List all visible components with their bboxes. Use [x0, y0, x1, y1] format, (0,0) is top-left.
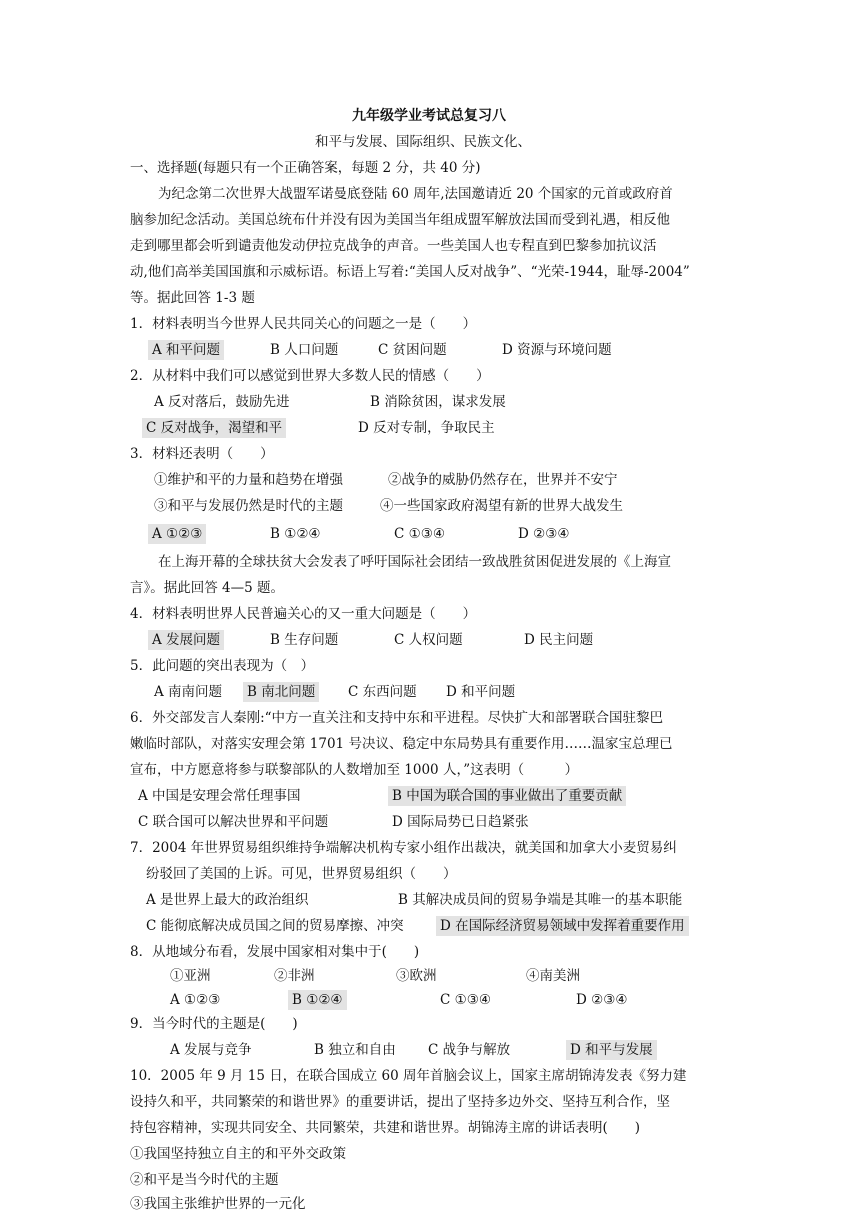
q10-statement-2: ②和平是当今时代的主题	[130, 1172, 279, 1188]
passage-line: 在上海开幕的全球扶贫大会发表了呼吁国际社会团结一致战胜贫困促进发展的《上海宣	[158, 554, 671, 570]
question-3-stem: 3．材料还表明（ ）	[130, 446, 274, 462]
q1-option-c: C 贫困问题	[378, 342, 447, 358]
q3-option-b: B ①②④	[270, 526, 321, 542]
q10-statement-3: ③我国主张维护世界的一元化	[130, 1196, 306, 1212]
q2-option-c: C 反对战争，渴望和平	[142, 418, 286, 438]
question-9-stem: 9．当今时代的主题是( )	[130, 1016, 298, 1032]
q5-option-c: C 东西问题	[348, 684, 417, 700]
q6-option-b: B 中国为联合国的事业做出了重要贡献	[388, 786, 626, 806]
q8-option-b: B ①②④	[288, 990, 347, 1010]
q8-statement-1: ①亚洲	[170, 968, 211, 984]
q9-option-a: A 发展与竞争	[170, 1042, 252, 1058]
q4-option-c: C 人权问题	[394, 632, 463, 648]
q10-statement-1: ①我国坚持独立自主的和平外交政策	[130, 1146, 346, 1162]
q5-option-b: B 南北问题	[243, 682, 319, 702]
passage-line: 等。据此回答 1-3 题	[130, 290, 255, 306]
question-5-stem: 5．此问题的突出表现为（ ）	[130, 658, 315, 674]
question-7-stem: 纷驳回了美国的上诉。可见，世界贸易组织（ ）	[146, 866, 457, 882]
question-7-stem: 7．2004 年世界贸易组织维持争端解决机构专家小组作出裁决，就美国和加拿大小麦贸易纠	[130, 840, 677, 856]
q3-statement-1: ①维护和平的力量和趋势在增强	[154, 472, 343, 488]
question-10-stem: 10．2005 年 9 月 15 日，在联合国成立 60 周年首脑会议上，国家主席胡锦涛发表《努力建	[130, 1068, 687, 1084]
passage-line: 脑参加纪念活动。美国总统布什并没有因为美国当年组成盟军解放法国而受到礼遇，相反他	[130, 212, 670, 228]
q9-option-d: D 和平与发展	[566, 1040, 657, 1060]
q3-option-d: D ②③④	[518, 526, 570, 542]
q3-statement-2: ②战争的威胁仍然存在，世界并不安宁	[388, 472, 618, 488]
passage-line: 走到哪里都会听到谴责他发动伊拉克战争的声音。一些美国人也专程直到巴黎参加抗议活	[130, 238, 657, 254]
question-1-stem: 1．材料表明当今世界人民共同关心的问题之一是（ ）	[130, 316, 477, 332]
q6-option-d: D 国际局势已日趋紧张	[392, 814, 529, 830]
q2-option-a: A 反对落后，鼓励先进	[154, 394, 290, 410]
q8-statement-2: ②非洲	[274, 968, 315, 984]
q6-option-c: C 联合国可以解决世界和平问题	[138, 814, 329, 830]
q4-option-d: D 民主问题	[524, 632, 594, 648]
q2-option-b: B 消除贫困，谋求发展	[370, 394, 506, 410]
q3-option-c: C ①③④	[394, 526, 445, 542]
question-10-stem: 设持久和平，共同繁荣的和谐世界》的重要讲话，提出了坚持多边外交、坚持互利合作，坚	[130, 1094, 670, 1110]
q5-option-a: A 南南问题	[154, 684, 223, 700]
question-8-stem: 8．从地域分布看，发展中国家相对集中于( )	[130, 944, 420, 960]
q7-option-a: A 是世界上最大的政治组织	[146, 892, 309, 908]
question-2-stem: 2．从材料中我们可以感觉到世界大多数人民的情感（ ）	[130, 368, 490, 384]
q3-option-a: A ①②③	[148, 524, 206, 544]
q4-option-b: B 生存问题	[270, 632, 339, 648]
page-title: 九年级学业考试总复习八	[352, 108, 506, 124]
q2-option-d: D 反对专制，争取民主	[358, 420, 495, 436]
question-6-stem: 宣布，中方愿意将参与联黎部队的人数增加至 1000 人，”这表明（ ）	[130, 762, 579, 778]
q4-option-a: A 发展问题	[148, 630, 224, 650]
question-10-stem: 持包容精神，实现共同安全、共同繁荣，共建和谐世界。胡锦涛主席的讲话表明( )	[130, 1120, 641, 1136]
question-6-stem: 6．外交部发言人秦刚:“中方一直关注和支持中东和平进程。尽快扩大和部署联合国驻黎巴	[130, 710, 664, 726]
q7-option-d: D 在国际经济贸易领域中发挥着重要作用	[436, 916, 689, 936]
q1-option-b: B 人口问题	[270, 342, 339, 358]
q9-option-c: C 战争与解放	[428, 1042, 511, 1058]
q3-statement-4: ④一些国家政府渴望有新的世界大战发生	[380, 498, 623, 514]
q8-statement-4: ④南美洲	[526, 968, 580, 984]
page-subtitle: 和平与发展、国际组织、民族文化、	[315, 134, 531, 150]
q8-option-c: C ①③④	[440, 992, 491, 1008]
q9-option-b: B 独立和自由	[314, 1042, 396, 1058]
section-heading: 一、选择题(每题只有一个正确答案，每题 2 分，共 40 分)	[130, 160, 481, 176]
q3-statement-3: ③和平与发展仍然是时代的主题	[154, 498, 343, 514]
passage-line: 动,他们高举美国国旗和示威标语。标语上写着:“美国人反对战争”、“光荣-1944，耻辱-2004”	[130, 264, 690, 280]
q1-option-a: A 和平问题	[148, 340, 224, 360]
q8-option-a: A ①②③	[170, 992, 221, 1008]
passage-line: 为纪念第二次世界大战盟军诺曼底登陆 60 周年,法国邀请近 20 个国家的元首或政府首	[158, 186, 673, 202]
q5-option-d: D 和平问题	[446, 684, 516, 700]
q6-option-a: A 中国是安理会常任理事国	[138, 788, 301, 804]
q7-option-b: B 其解决成员间的贸易争端是其唯一的基本职能	[398, 892, 683, 908]
q1-option-d: D 资源与环境问题	[502, 342, 612, 358]
q8-option-d: D ②③④	[576, 992, 628, 1008]
q8-statement-3: ③欧洲	[396, 968, 437, 984]
question-4-stem: 4．材料表明世界人民普遍关心的又一重大问题是（ ）	[130, 606, 477, 622]
passage-line: 言》。据此回答 4—5 题。	[130, 580, 285, 596]
q7-option-c: C 能彻底解决成员国之间的贸易摩擦、冲突	[146, 918, 404, 934]
question-6-stem: 嫩临时部队，对落实安理会第 1701 号决议、稳定中东局势具有重要作用……温家宝总理已	[130, 736, 673, 752]
